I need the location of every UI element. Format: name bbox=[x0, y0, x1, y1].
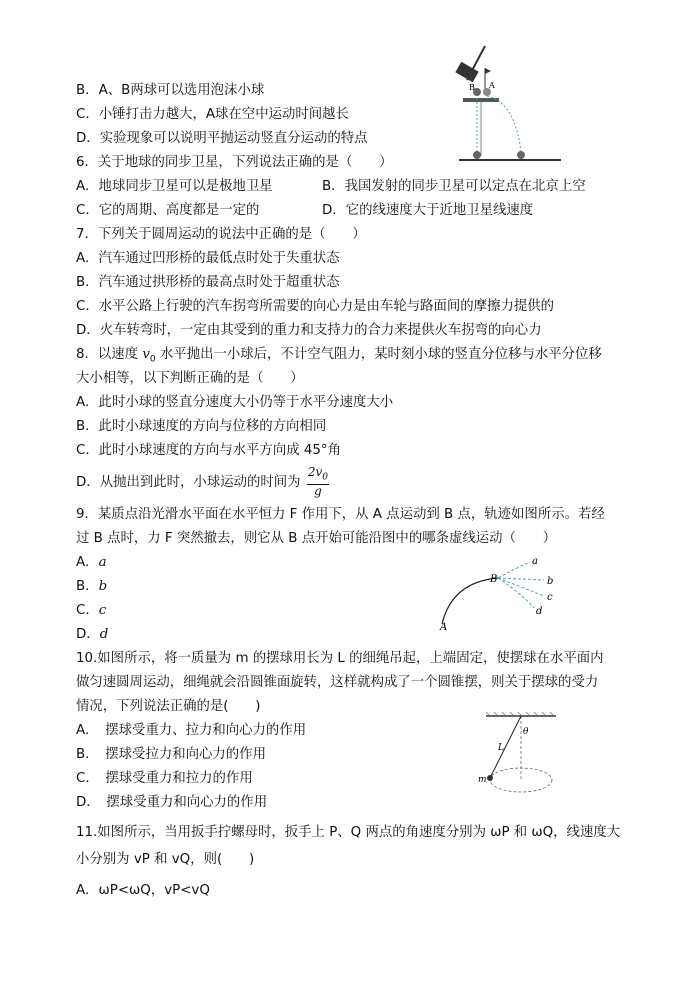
q9-option-a bbox=[76, 554, 107, 572]
q9-option-c-label: C． bbox=[76, 603, 99, 618]
fig-label-a: A bbox=[489, 81, 495, 90]
q11-stem-line1: 11.如图所示，当用扳手拧螺母时，扳手上 P、Q 两点的角速度分别为 ωP 和 ωQ，线速度大 bbox=[76, 825, 621, 840]
q10-conical-pendulum-figure bbox=[476, 708, 566, 808]
q10-stem-line1: 10.如图所示，将一质量为 m 的摆球用长为 L 的细绳吊起，上端固定，使摆球在水平面内 bbox=[76, 651, 604, 666]
q11-option-a: A．ωP<ωQ，vP<vQ bbox=[76, 883, 210, 898]
q8-stem-line1 bbox=[76, 346, 602, 369]
q8-option-d-text: D．从抛出到此时，小球运动的时间为 bbox=[76, 475, 301, 491]
fig-label-point-a: A bbox=[440, 622, 448, 632]
q9-option-c-value: c bbox=[98, 603, 107, 618]
q6-option-d: D．它的线速度大于近地卫星线速度 bbox=[322, 203, 534, 218]
q9-option-d-label: D． bbox=[76, 627, 100, 642]
q5-option-b: B．A、B两球可以选用泡沫小球 bbox=[76, 83, 265, 98]
q7-stem: 7．下列关于圆周运动的说法中正确的是（ ） bbox=[76, 227, 366, 242]
fig-label-theta: θ bbox=[523, 727, 529, 737]
q10-stem-line3: 情况，下列说法正确的是( ) bbox=[76, 699, 261, 714]
q11-stem-line2: 小分别为 vP 和 vQ，则( ) bbox=[76, 852, 255, 867]
q9-stem-line2: 过 B 点时，力 F 突然撤去，则它从 B 点开始可能沿图中的哪条虚线运动（ ） bbox=[76, 531, 557, 546]
fig-label-a-line: a bbox=[532, 556, 538, 567]
q5-option-c: C．小锤打击力越大，A球在空中运动时间越长 bbox=[76, 107, 349, 122]
q9-option-a-value: a bbox=[98, 555, 107, 570]
q10-option-a: A． 摆球受重力、拉力和向心力的作用 bbox=[76, 723, 307, 738]
q5-hammer-figure bbox=[455, 40, 565, 165]
q8-time-fraction bbox=[307, 466, 329, 498]
fig-label-d-line: d bbox=[536, 606, 543, 617]
q9-stem-line1: 9．某质点沿光滑水平面在水平恒力 F 作用下，从 A 点运动到 B 点，轨迹如图所示。若经 bbox=[76, 507, 605, 522]
fig-label-c-line: c bbox=[547, 592, 553, 603]
q9-option-a-label: A． bbox=[76, 555, 99, 570]
q10-option-d: D． 摆球受重力和向心力的作用 bbox=[76, 795, 268, 810]
q8-v0: v bbox=[142, 347, 150, 362]
q7-option-b: B．汽车通过拱形桥的最高点时处于超重状态 bbox=[76, 275, 340, 290]
q9-option-b-label: B． bbox=[76, 579, 99, 594]
q9-option-d-value: d bbox=[99, 627, 109, 642]
q7-option-d: D．火车转弯时，一定由其受到的重力和支持力的合力来提供火车拐弯的向心力 bbox=[76, 323, 542, 338]
q10-stem-line2: 做匀速圆周运动，细绳就会沿圆锥面旋转，这样就构成了一个圆锥摆，则关于摆球的受力 bbox=[76, 675, 599, 690]
q8-stem-suffix: 水平抛出一小球后，不计空气阻力，某时刻小球的竖直分位移与水平分位移 bbox=[155, 347, 602, 362]
fig-label-length: L bbox=[498, 743, 504, 753]
q9-option-c bbox=[76, 602, 106, 620]
q10-option-b: B． 摆球受拉力和向心力的作用 bbox=[76, 747, 266, 762]
frac-numerator: 2v bbox=[307, 465, 323, 479]
fig-label-b-line: b bbox=[547, 576, 554, 587]
q8-option-a: A．此时小球的竖直分速度大小仍等于水平分速度大小 bbox=[76, 395, 394, 410]
q9-option-d bbox=[76, 626, 108, 644]
q5-option-d: D．实验现象可以说明平抛运动竖直分运动的特点 bbox=[76, 131, 368, 146]
q9-option-b bbox=[76, 578, 107, 596]
q9-trajectory-figure bbox=[432, 552, 567, 632]
q6-stem: 6．关于地球的同步卫星，下列说法正确的是（ ） bbox=[76, 155, 393, 170]
q7-option-a: A．汽车通过凹形桥的最低点时处于失重状态 bbox=[76, 251, 340, 266]
q8-stem-line2: 大小相等，以下判断正确的是（ ） bbox=[76, 371, 304, 386]
q7-option-c: C．水平公路上行驶的汽车拐弯所需要的向心力是由车轮与路面间的摩擦力提供的 bbox=[76, 299, 555, 314]
frac-numerator-sub: 0 bbox=[322, 472, 328, 483]
fig-label-point-b: B bbox=[490, 574, 498, 585]
q10-option-c: C． 摆球受重力和拉力的作用 bbox=[76, 771, 253, 786]
q8-option-c: C．此时小球速度的方向与水平方向成 45°角 bbox=[76, 443, 341, 458]
frac-denominator: g bbox=[314, 484, 322, 499]
q8-option-d bbox=[76, 466, 329, 498]
q9-option-b-value: b bbox=[98, 579, 108, 594]
fig-label-mass: m bbox=[478, 775, 487, 785]
fig-label-b: B bbox=[469, 83, 475, 92]
q8-stem-prefix: 8．以速度 bbox=[76, 347, 143, 362]
q8-option-b: B．此时小球速度的方向与位移的方向相同 bbox=[76, 419, 327, 434]
q6-option-b: B．我国发射的同步卫星可以定点在北京上空 bbox=[322, 179, 586, 194]
q6-option-c: C．它的周期、高度都是一定的 bbox=[76, 203, 260, 218]
q8-v0-sub: 0 bbox=[149, 354, 156, 365]
q6-option-a: A．地球同步卫星可以是极地卫星 bbox=[76, 179, 273, 194]
